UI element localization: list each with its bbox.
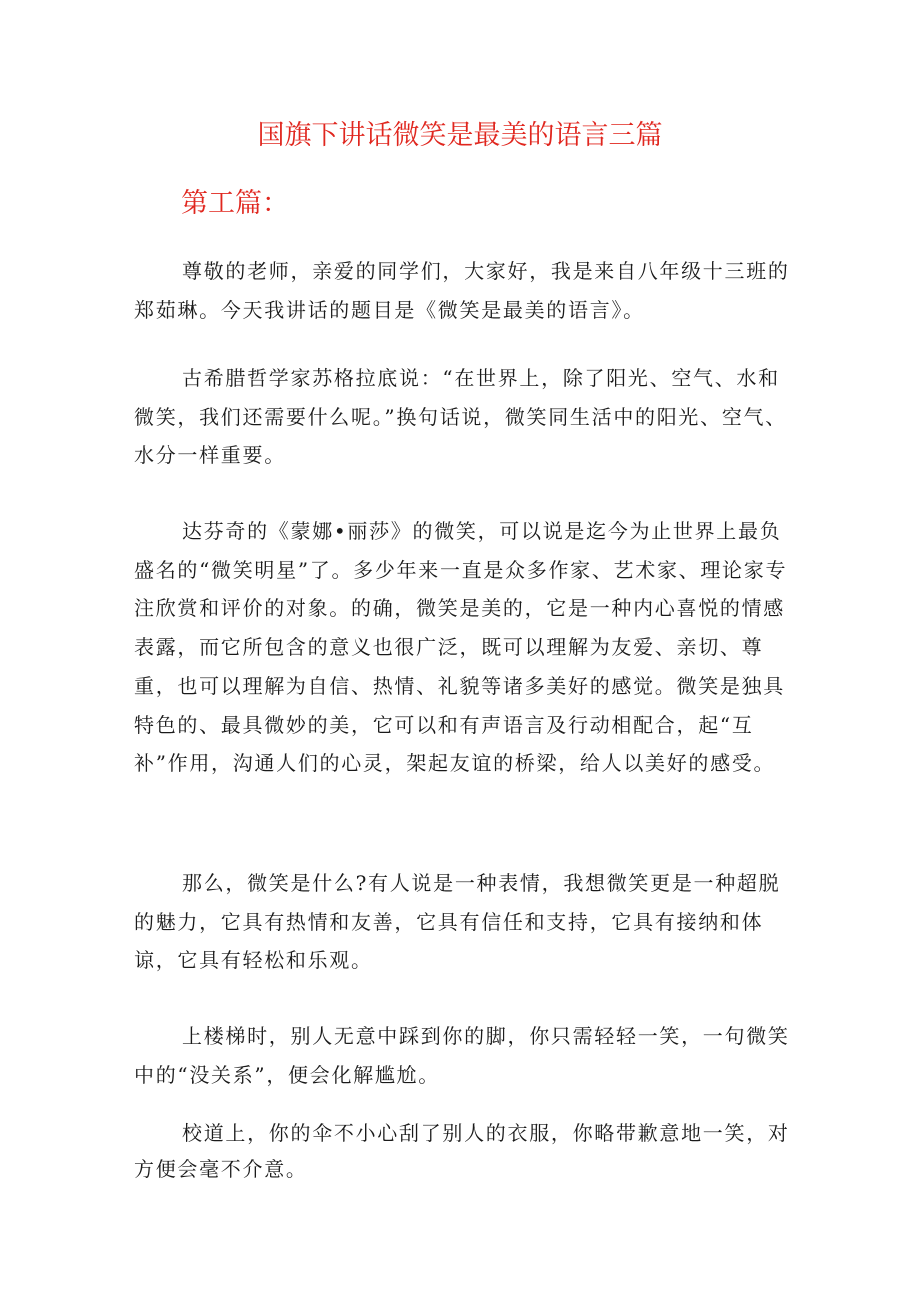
paragraph-text: 达芬奇的《蒙娜•丽莎》的微笑，可以说是迄今为止世界上最负盛名的“微笑明星”了。多少年来一直是众多作家、艺术家、理论家专注欣赏和评价的对象。的确，微笑是美的，它是一种内心喜悦的情感表露，而它所包含的意义也很广泛，既可以理解为友爱、亲切、尊重，也可以理解为自信、热情、礼貌等诸多美好的感觉。微笑是独具特色的、最具微妙的美，它可以和有声语言及行动相配合，起“互补”作用，沟通人们的心灵，架起友谊的桥梁，给人以美好的感受。 xyxy=(134,519,788,776)
paragraph-stairs xyxy=(134,1017,794,1094)
paragraph-text: 上楼梯时，别人无意中踩到你的脚，你只需轻轻一笑，一句微笑中的“没关系”，便会化解尴尬。 xyxy=(134,1024,790,1087)
paragraph-socrates xyxy=(134,359,794,475)
paragraph-umbrella xyxy=(134,1115,794,1187)
paragraph-text: 尊敬的老师，亲爱的同学们，大家好，我是来自八年级十三班的郑茹琳。今天我讲话的题目是《微笑是最美的语言》。 xyxy=(134,259,790,322)
section-heading: 第工篇： xyxy=(181,188,289,219)
paragraph-greeting xyxy=(134,252,794,329)
paragraph-text: 那么，微笑是什么?有人说是一种表情，我想微笑更是一种超脱的魅力，它具有热情和友善，它具有信任和支持，它具有接纳和体谅，它具有轻松和乐观。 xyxy=(134,871,781,973)
document-title: 国旗下讲话微笑是最美的语言三篇 xyxy=(257,120,663,151)
paragraph-what-is-smile xyxy=(134,864,794,980)
paragraph-mona-lisa xyxy=(134,512,794,783)
paragraph-text: 古希腊哲学家苏格拉底说：“在世界上，除了阳光、空气、水和微笑，我们还需要什么呢。”换句话说，微笑同生活中的阳光、空气、水分一样重要。 xyxy=(134,366,787,468)
paragraph-text: 校道上，你的伞不小心刮了别人的衣服，你略带歉意地一笑，对方便会毫不介意。 xyxy=(134,1121,790,1181)
